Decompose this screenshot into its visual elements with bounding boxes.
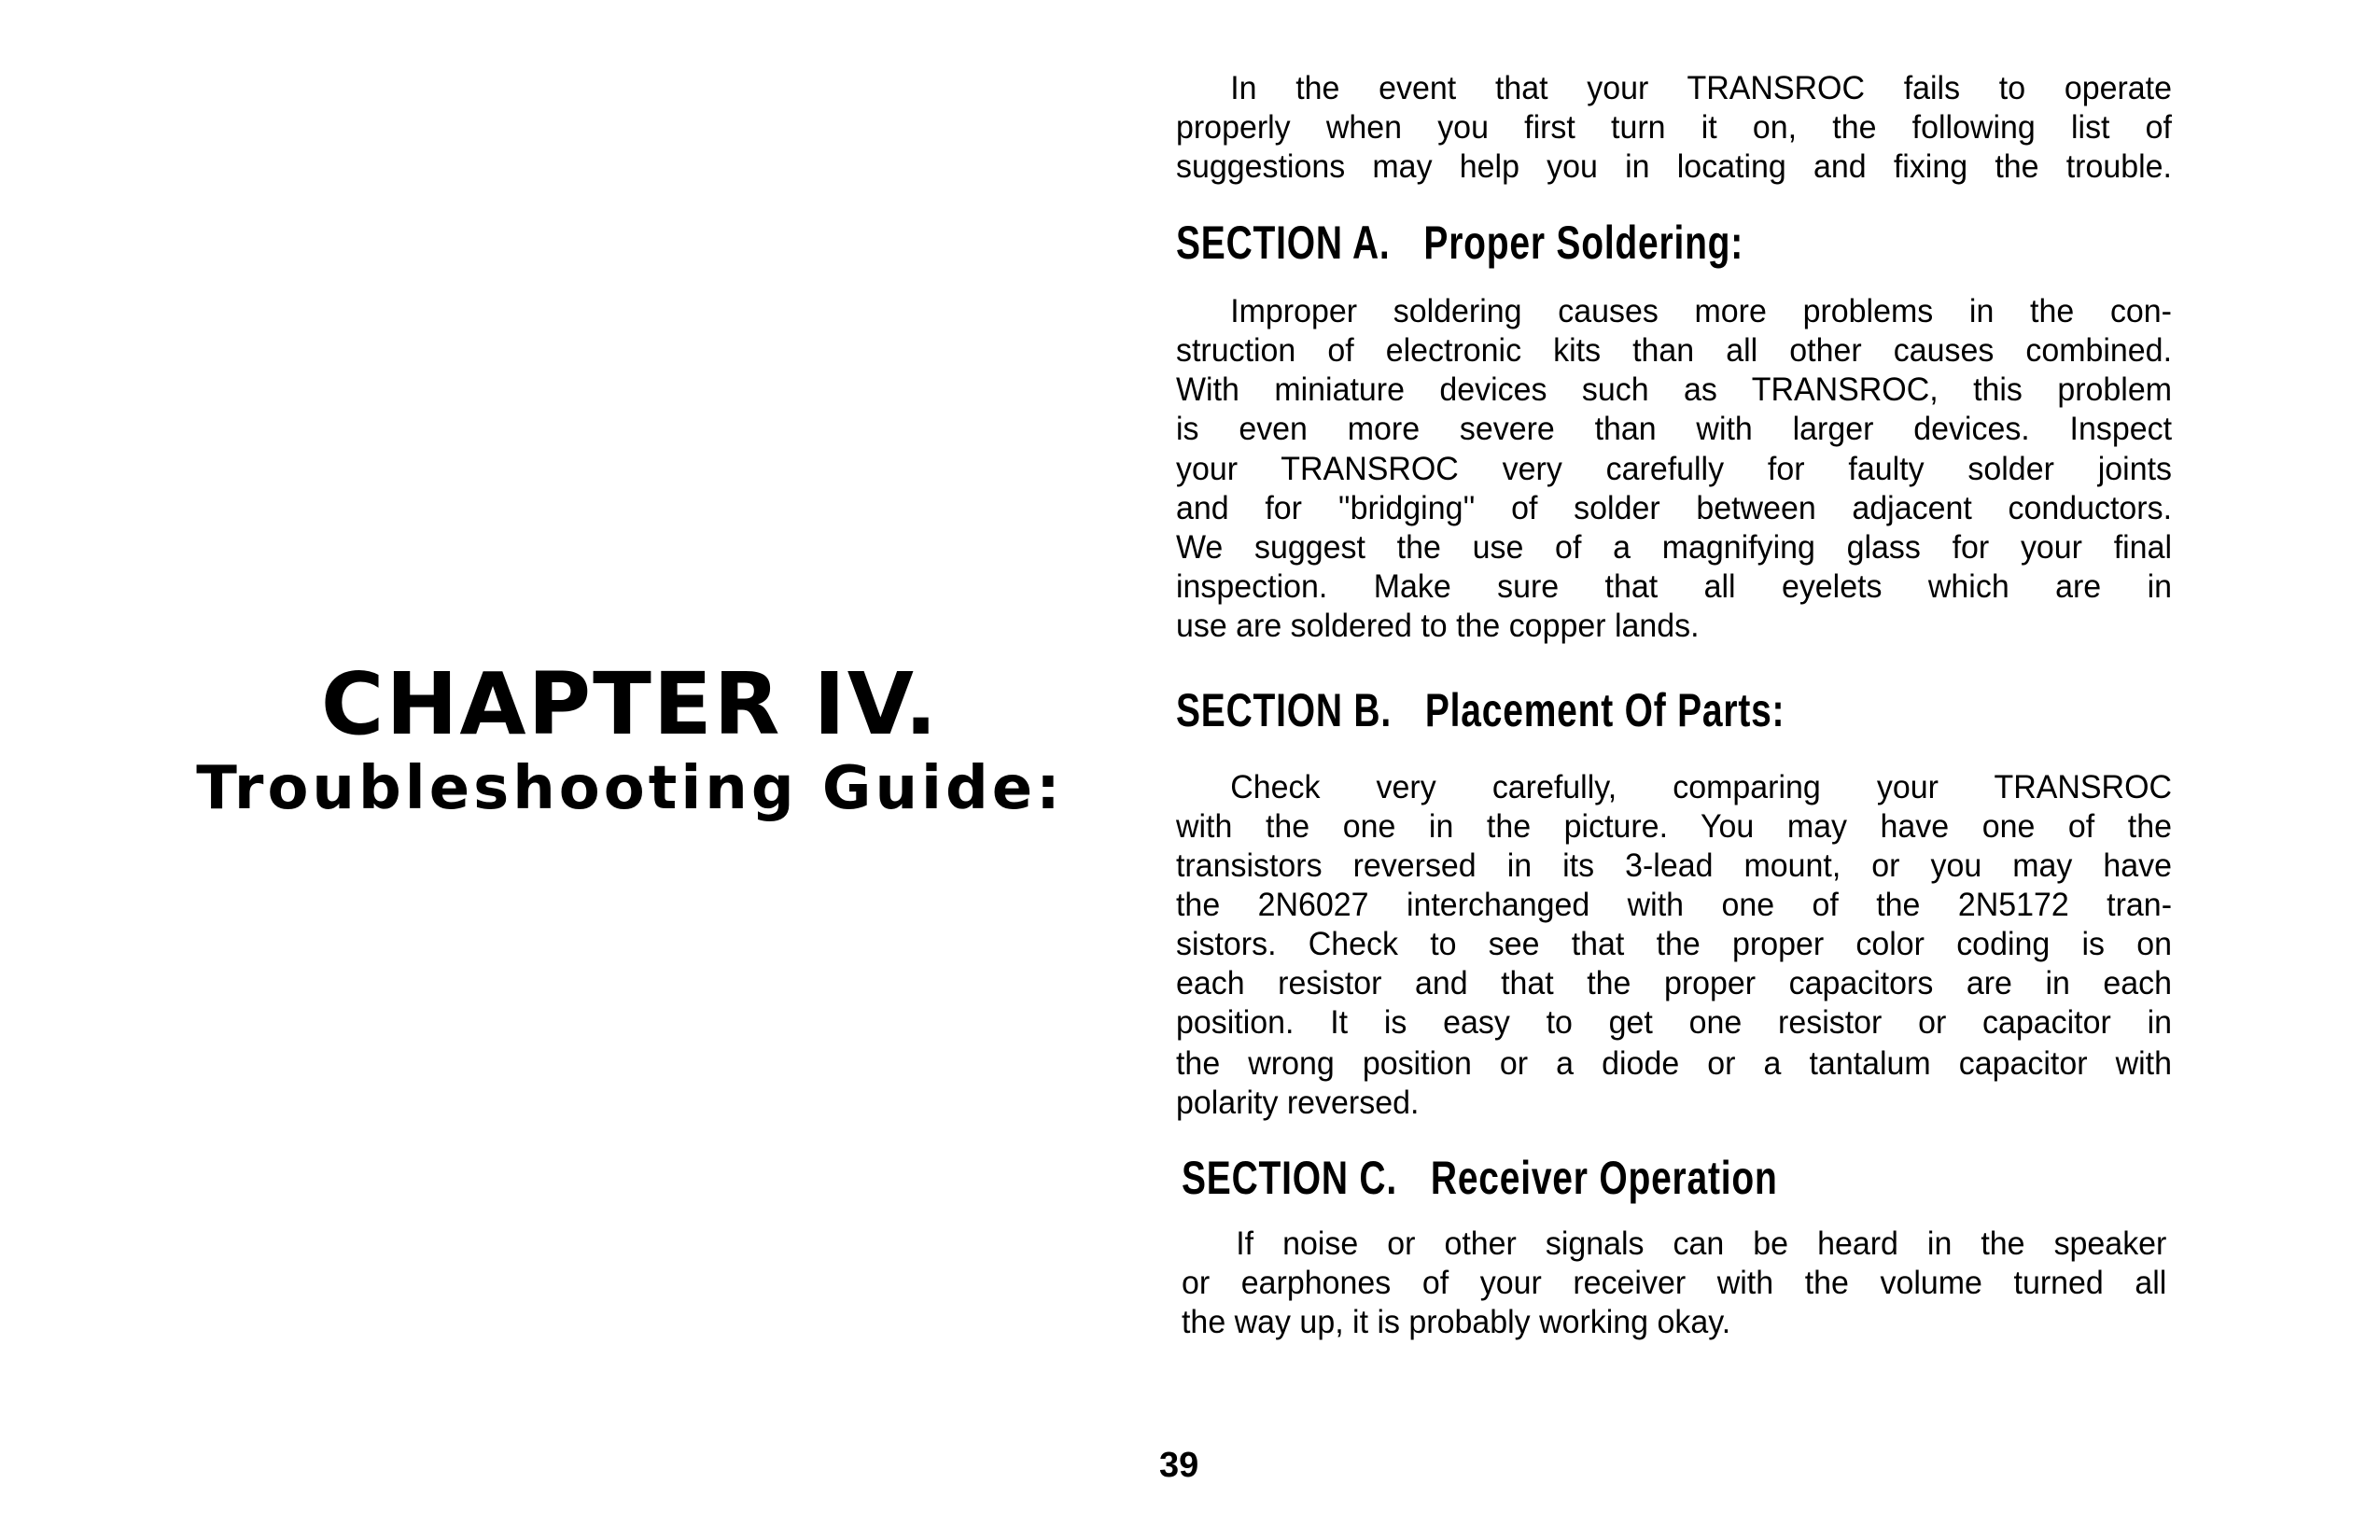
section-b-line: Check very carefully, comparing your TRANSROC [1230, 769, 2172, 805]
chapter-subtitle: Troubleshooting Guide: [196, 754, 1064, 823]
section-c-line: or earphones of your receiver with the volume turned all [1182, 1265, 2167, 1301]
section-b-label: SECTION B. [1176, 684, 1392, 736]
section-a-line: is even more severe than with larger devices. Inspect [1176, 411, 2172, 447]
section-c [1182, 0, 2203, 1540]
section-a-line: Improper soldering causes more problems in the con- [1230, 293, 2172, 329]
chapter-heading [187, 654, 1073, 824]
section-b-line: sistors. Check to see that the proper color coding is on [1176, 926, 2172, 962]
section-a-line: struction of electronic kits than all other causes combined. [1176, 332, 2172, 369]
section-b-line: position. It is easy to get one resistor or capacitor in [1176, 1004, 2172, 1041]
intro-line: properly when you first turn it on, the following list of [1176, 109, 2172, 146]
section-c-heading [1182, 1150, 1778, 1206]
page-number: 39 [1159, 1446, 1199, 1485]
section-c-label: SECTION C. [1182, 1152, 1397, 1204]
section-a-line: use are soldered to the copper lands. [1176, 608, 1700, 644]
section-c-line: the way up, it is probably working okay. [1182, 1304, 1731, 1340]
section-b-line: with the one in the picture. You may have one of the [1176, 808, 2172, 845]
section-b-title: Placement Of Parts: [1424, 684, 1785, 736]
section-b-line: the 2N6027 interchanged with one of the 2N5172 tran- [1176, 887, 2172, 923]
section-b-line: polarity reversed. [1176, 1085, 1420, 1121]
section-a-line: We suggest the use of a magnifying glass for your final [1176, 529, 2172, 566]
section-a-line: and for ''bridging'' of solder between adjacent conductors. [1176, 490, 2172, 526]
section-a-line: With miniature devices such as TRANSROC, this problem [1176, 371, 2172, 408]
section-a-title: Proper Soldering: [1423, 217, 1744, 269]
intro-line: suggestions may help you in locating and fixing the trouble. [1176, 148, 2172, 185]
chapter-title: CHAPTER IV. [320, 654, 940, 754]
section-a-line: your TRANSROC very carefully for faulty solder joints [1176, 451, 2172, 487]
section-b-line: the wrong position or a diode or a tantalum capacitor with [1176, 1045, 2172, 1082]
section-c-title: Receiver Operation [1430, 1152, 1778, 1204]
section-b-line: each resistor and that the proper capacitors are in each [1176, 965, 2172, 1001]
section-a-label: SECTION A. [1176, 217, 1391, 269]
section-b-line: transistors reversed in its 3-lead mount, or you may have [1176, 847, 2172, 884]
section-c-line: If noise or other signals can be heard in the speaker [1236, 1225, 2167, 1262]
text-column [1176, 0, 2203, 1540]
intro-line: In the event that your TRANSROC fails to operate [1230, 70, 2172, 106]
section-a-line: inspection. Make sure that all eyelets which are in [1176, 568, 2172, 605]
